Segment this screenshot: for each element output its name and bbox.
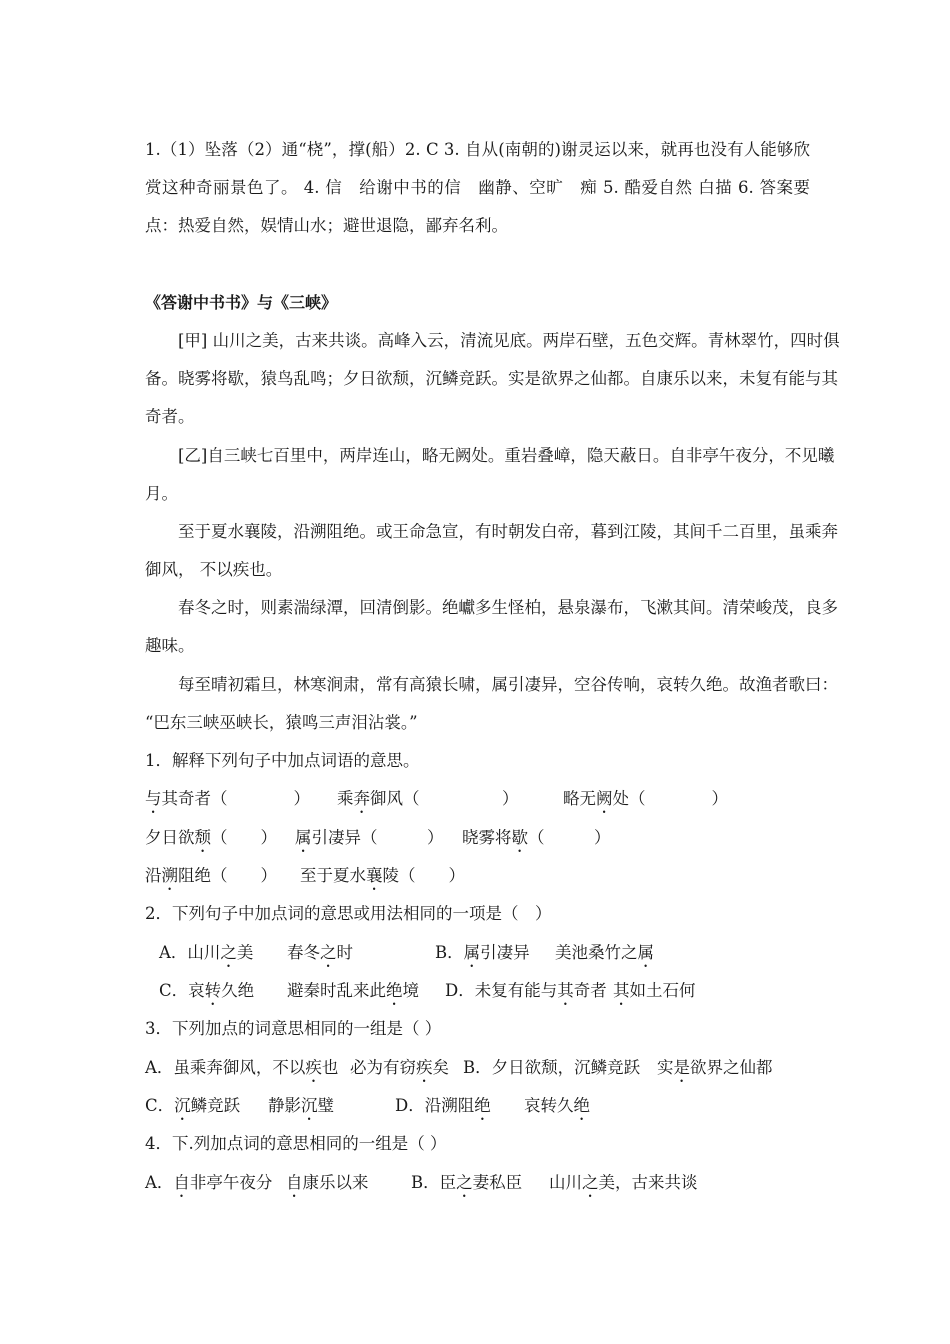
q4-option-b-1 <box>411 1173 522 1201</box>
text: 如土石何 <box>629 981 696 1000</box>
passage-yi-line-2: 月。 <box>145 484 178 503</box>
text: 实 <box>657 1058 674 1077</box>
text: A． <box>145 1173 174 1192</box>
q3-option-d-2 <box>524 1096 590 1124</box>
text: 矣 <box>432 1058 449 1077</box>
answer-line-3: 点：热爱自然，娱情山水；避世退隐，鄙弃名利。 <box>145 216 508 235</box>
text: 妻私臣 <box>472 1173 523 1192</box>
text: 引凄异 <box>480 943 530 962</box>
text: 美池桑竹之 <box>555 943 638 962</box>
dotted-word: 转 <box>204 981 222 1000</box>
text: （ ） <box>211 828 277 847</box>
text: 阻绝（ ） <box>178 866 277 885</box>
text: 欲界之仙都 <box>690 1058 773 1077</box>
dotted-word: 之 <box>582 1173 599 1192</box>
text: 时 <box>336 943 353 962</box>
text: 必为有窃 <box>350 1058 416 1077</box>
q1-item-xiang <box>300 866 465 894</box>
passage-jia-line-1: [甲] 山川之美，古来共谈。高峰入云，清流见底。两岸石壁，五色交辉。青林翠竹，四时俱 <box>178 331 840 350</box>
dotted-word: 疾 <box>305 1058 322 1077</box>
text: 至于夏水 <box>300 866 366 885</box>
dotted-word: 是 <box>673 1058 690 1077</box>
text: 乘 <box>337 789 354 808</box>
text: 夕日欲 <box>145 828 195 847</box>
dotted-word: 绝 <box>386 981 403 1000</box>
text: 境 <box>402 981 419 1000</box>
text: 哀转久 <box>524 1096 574 1115</box>
dotted-word: 属 <box>463 943 481 962</box>
dotted-word: 属 <box>637 943 654 962</box>
text: 陵（ ） <box>382 866 465 885</box>
text: 非亭午夜分 <box>189 1173 273 1192</box>
q3-option-b-1 <box>463 1058 640 1078</box>
question-3-prompt: 3．下列加点的词意思相同的一组是（ ） <box>145 1019 442 1038</box>
text: B．臣 <box>411 1173 457 1192</box>
dotted-word: 绝 <box>573 1096 590 1115</box>
text: 奇者 <box>573 981 607 1000</box>
q2-option-c-2 <box>287 981 419 1009</box>
q2-option-b-2 <box>555 943 654 971</box>
q3-option-a-2 <box>350 1058 449 1086</box>
text: 避秦时乱来此 <box>287 981 386 1000</box>
q3-option-c-2 <box>268 1096 334 1124</box>
section-title: 《答谢中书书》与《三峡》 <box>145 293 338 312</box>
text: 春冬 <box>287 943 320 962</box>
q2-option-c-1 <box>159 981 254 1009</box>
dotted-word: 绝 <box>474 1096 491 1115</box>
dotted-word: 沉 <box>301 1096 318 1115</box>
dotted-word: 溯 <box>161 866 178 885</box>
q2-option-b-1 <box>435 943 530 971</box>
q1-item-xie <box>462 828 611 856</box>
q1-item-tui <box>145 828 277 856</box>
q1-item-su <box>145 866 277 894</box>
text: D．未复有能与 <box>445 981 558 1000</box>
passage-jia-line-2: 备。晓雾将歇，猿鸟乱鸣；夕日欲颓，沉鳞竞跃。实是欲界之仙都。自康乐以来，未复有能与其 <box>145 369 838 388</box>
dotted-word: 自 <box>286 1173 303 1192</box>
question-1-prompt: 1．解释下列句子中加点词语的意思。 <box>145 751 420 770</box>
text: 静影 <box>268 1096 301 1115</box>
text: 美 <box>236 943 254 962</box>
q2-option-a-2 <box>287 943 353 971</box>
dotted-word: 襄 <box>366 866 383 885</box>
text: 引凄异（ ） <box>311 828 444 847</box>
q1-item-que <box>563 789 728 817</box>
passage-p2-line-1: 至于夏水襄陵，沿溯阻绝。或王命急宣，有时朝发白帝，暮到江陵，其间千二百里，虽乘奔 <box>178 522 838 541</box>
text: 御风（ ） <box>370 789 519 808</box>
text: 处（ ） <box>612 789 728 808</box>
q1-item-zhu <box>295 828 444 856</box>
q3-option-b-2 <box>657 1058 773 1086</box>
q4-option-a-1 <box>145 1173 272 1201</box>
text: 略无 <box>563 789 596 808</box>
dotted-word: 属 <box>295 828 312 847</box>
q2-option-a-1 <box>159 943 253 971</box>
q3-option-c-1 <box>145 1096 240 1124</box>
text: 璧 <box>317 1096 334 1115</box>
dotted-word: 之 <box>456 1173 473 1192</box>
dotted-word: 颓 <box>194 828 211 847</box>
q1-item-yu <box>145 789 310 817</box>
dotted-word: 歇 <box>511 828 528 847</box>
text: 鳞竞跃 <box>190 1096 241 1115</box>
dotted-word: 阙 <box>596 789 613 808</box>
text: A．山川 <box>159 943 221 962</box>
dotted-word: 之 <box>220 943 237 962</box>
text: D．沿溯阻 <box>395 1096 475 1115</box>
text: 晓雾将 <box>462 828 512 847</box>
dotted-word: 其 <box>557 981 574 1000</box>
text: 山川 <box>549 1173 582 1192</box>
dotted-word: 与 <box>145 789 162 808</box>
dotted-word: 奔 <box>353 789 370 808</box>
dotted-word: 其 <box>613 981 630 1000</box>
text: B． <box>435 943 464 962</box>
passage-p4-line-2: “巴东三峡巫峡长，猿鸣三声泪沾裳。” <box>145 713 418 732</box>
text: （ ） <box>528 828 611 847</box>
text: 康乐以来 <box>302 1173 369 1192</box>
text: C． <box>145 1096 175 1115</box>
question-2-prompt: 2．下列句子中加点词的意思或用法相同的一项是（ ） <box>145 904 552 923</box>
text: 沿 <box>145 866 162 885</box>
passage-p3-line-1: 春冬之时，则素湍绿潭，回清倒影。绝巘多生怪柏，悬泉瀑布，飞漱其间。清荣峻茂，良多 <box>178 598 838 617</box>
text: 也 <box>321 1058 339 1077</box>
passage-p3-line-2: 趣味。 <box>145 636 195 655</box>
q3-option-d-1 <box>395 1096 491 1124</box>
text: 其奇者（ ） <box>161 789 310 808</box>
q3-option-a-1 <box>145 1058 338 1086</box>
dotted-word: 沉 <box>174 1096 191 1115</box>
q1-item-ben <box>337 789 519 817</box>
answer-line-1: 1.（1）坠落（2）通“桡”，撑(船）2. C 3. 自从(南朝的)谢灵运以来，就再也没有人能够欣 <box>145 140 810 159</box>
q4-option-a-2 <box>286 1173 369 1201</box>
answer-line-2: 赏这种奇丽景色了。 4. 信 给谢中书的信 幽静、空旷 痴 5. 酷爱自然 白描 6. 答案要 <box>145 178 810 197</box>
text: A．虽乘奔御风，不以 <box>145 1058 306 1077</box>
passage-jia-line-3: 奇者。 <box>145 407 195 426</box>
passage-p4-line-1: 每至晴初霜旦，林寒涧肃，常有高猿长啸，属引凄异，空谷传响，哀转久绝。故渔者歌曰： <box>178 675 838 694</box>
dotted-word: 疾 <box>416 1058 433 1077</box>
q4-option-b-2 <box>549 1173 698 1201</box>
question-4-prompt: 4．下.列加点词的意思相同的一组是（ ） <box>145 1134 447 1153</box>
text: 美，古来共谈 <box>598 1173 698 1192</box>
dotted-word: 之 <box>320 943 337 962</box>
q2-option-d-1 <box>445 981 607 1009</box>
dotted-word: 自 <box>173 1173 190 1192</box>
text: C．哀 <box>159 981 205 1000</box>
text: B．夕日欲颓，沉鳞竞跃 <box>463 1058 641 1077</box>
q2-option-d-2 <box>613 981 696 1009</box>
text: 久绝 <box>221 981 255 1000</box>
passage-p2-line-2: 御风， 不以疾也。 <box>145 560 283 579</box>
passage-yi-line-1: [乙]自三峡七百里中，两岸连山，略无阙处。重岩叠嶂，隐天蔽日。自非亭午夜分，不见曦 <box>178 446 835 465</box>
